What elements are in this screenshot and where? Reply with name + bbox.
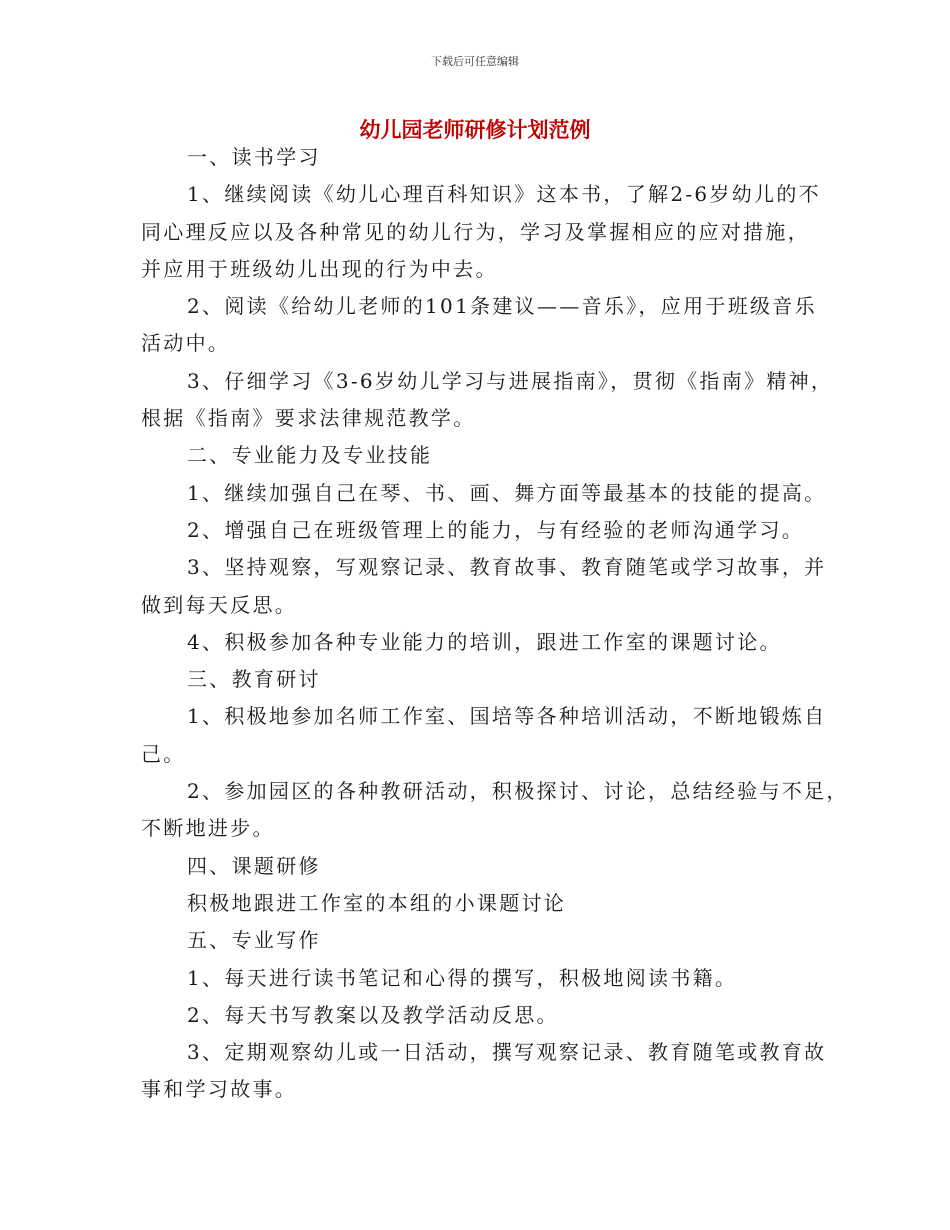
paragraph-line: 一、读书学习 bbox=[187, 145, 321, 169]
paragraph-line: 活动中。 bbox=[141, 331, 231, 356]
paragraph-line: 1、继续加强自己在琴、书、画、舞方面等最基本的技能的提高。 bbox=[187, 480, 827, 505]
header-note: 下载后可任意编辑 bbox=[431, 55, 519, 68]
paragraph-line: 做到每天反思。 bbox=[141, 592, 298, 617]
paragraph-line: 并应用于班级幼儿出现的行为中去。 bbox=[141, 256, 498, 281]
paragraph-line: 己。 bbox=[141, 741, 186, 766]
document-body bbox=[141, 139, 849, 1109]
document-title: 幼儿园老师研修计划范例 bbox=[359, 118, 591, 142]
paragraph-line: 2、参加园区的各种教研活动，积极探讨、讨论，总结经验与不足， bbox=[187, 779, 849, 804]
paragraph-line: 四、课题研修 bbox=[187, 853, 321, 878]
paragraph-line: 积极地跟进工作室的本组的小课题讨论 bbox=[187, 890, 567, 915]
paragraph-line: 2、增强自己在班级管理上的能力，与有经验的老师沟通学习。 bbox=[187, 517, 805, 542]
paragraph-line: 2、阅读《给幼儿老师的101条建议——音乐》，应用于班级音乐 bbox=[187, 294, 817, 319]
paragraph-line: 根据《指南》要求法律规范教学。 bbox=[141, 406, 476, 431]
paragraph-line: 3、定期观察幼儿或一日活动，撰写观察记录、教育随笔或教育故 bbox=[187, 1040, 827, 1065]
paragraph-line: 1、继续阅读《幼儿心理百科知识》这本书，了解2-6岁幼儿的不 bbox=[187, 182, 821, 207]
paragraph-line: 3、仔细学习《3-6岁幼儿学习与进展指南》，贯彻《指南》精神， bbox=[187, 368, 834, 393]
paragraph-line: 二、专业能力及专业技能 bbox=[187, 443, 433, 468]
paragraph-line: 4、积极参加各种专业能力的培训，跟进工作室的课题讨论。 bbox=[187, 629, 782, 654]
paragraph-line: 三、教育研讨 bbox=[187, 667, 321, 692]
paragraph-line: 2、每天书写教案以及教学活动反思。 bbox=[187, 1002, 559, 1027]
paragraph-line: 五、专业写作 bbox=[187, 928, 321, 953]
paragraph-line: 事和学习故事。 bbox=[141, 1077, 298, 1102]
paragraph-line: 1、每天进行读书笔记和心得的撰写，积极地阅读书籍。 bbox=[187, 965, 738, 990]
paragraph-line: 同心理反应以及各种常见的幼儿行为，学习及掌握相应的应对措施， bbox=[141, 219, 810, 244]
paragraph-line: 3、坚持观察，写观察记录、教育故事、教育随笔或学习故事，并 bbox=[187, 555, 827, 580]
paragraph-line: 1、积极地参加名师工作室、国培等各种培训活动，不断地锻炼自 bbox=[187, 704, 827, 729]
paragraph-line: 不断地进步。 bbox=[141, 816, 275, 841]
